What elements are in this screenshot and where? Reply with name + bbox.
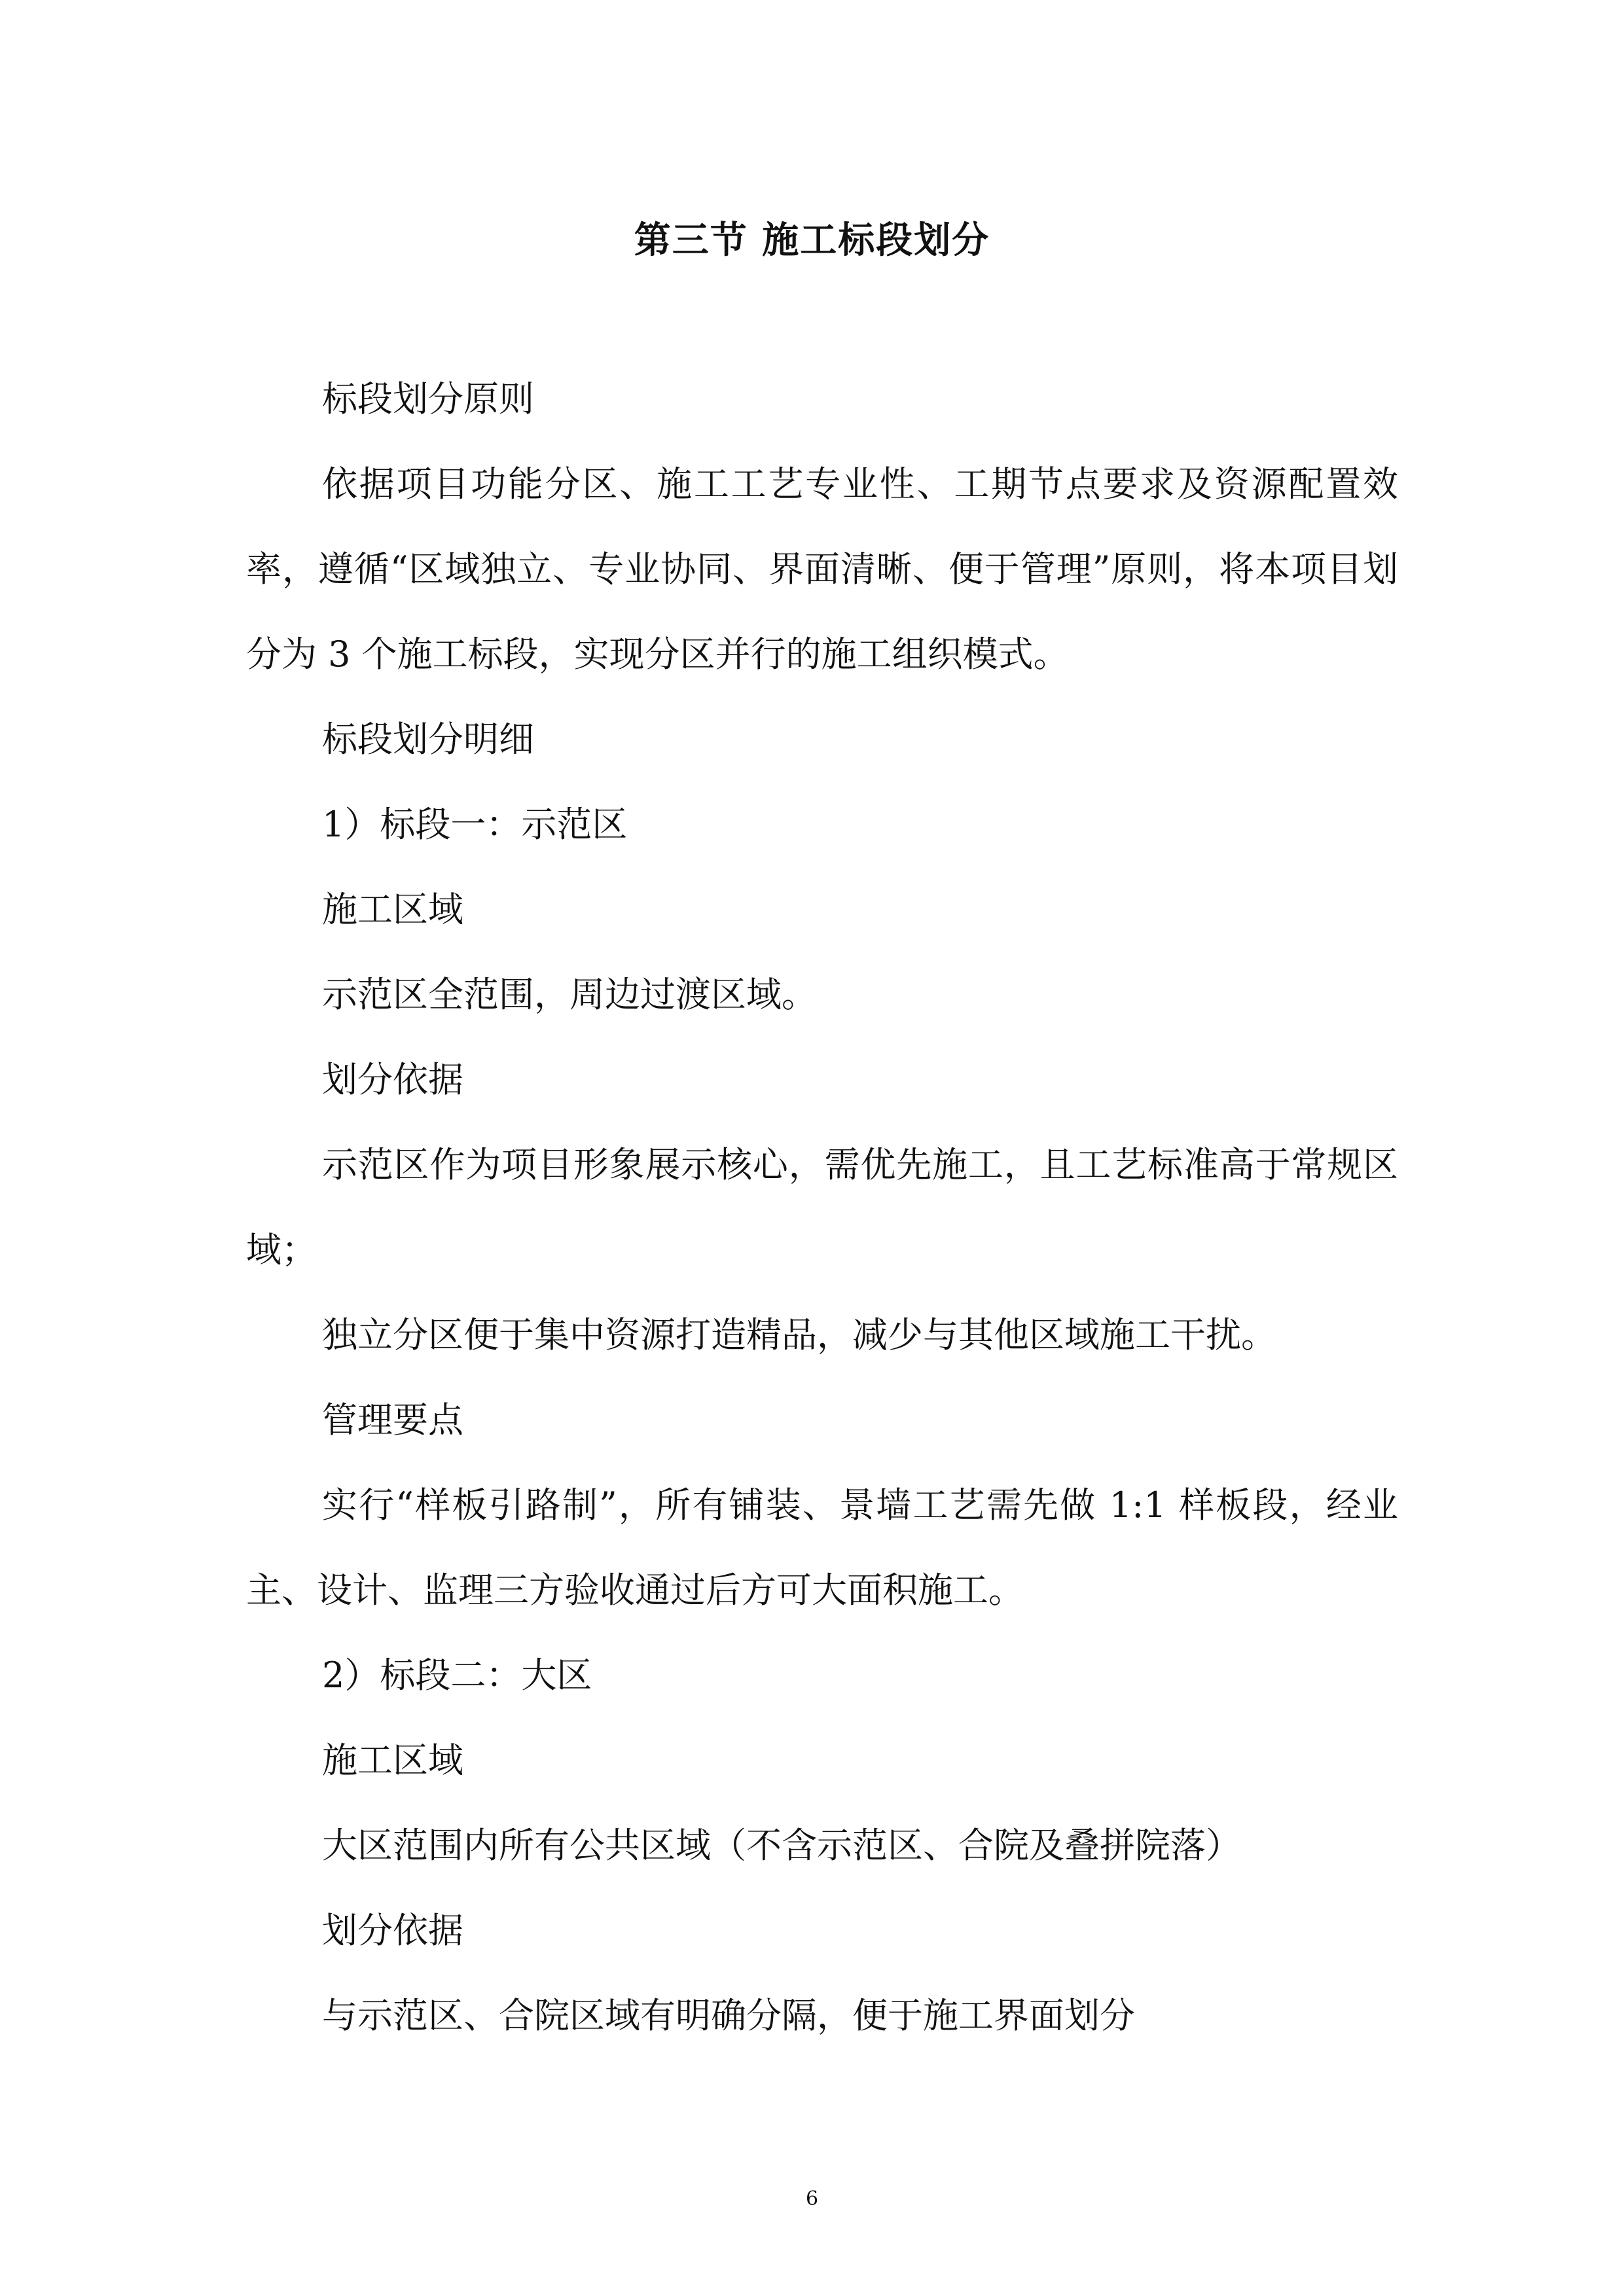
paragraph-label-management: 管理要点 <box>322 1399 463 1441</box>
paragraph: 依据项目功能分区、施工工艺专业性、工期节点要求及资源配置效率，遵循“区域独立、专业协同、界面清晰、便于管理”原则，将本项目划分为 3 个施工标段，实现分区并行的施工组织模式。 <box>246 463 1398 675</box>
paragraph: 与示范区、合院区域有明确分隔，便于施工界面划分 <box>322 1995 1135 2036</box>
paragraph: 独立分区便于集中资源打造精品，减少与其他区域施工干扰。 <box>322 1314 1276 1355</box>
paragraph-label-area: 施工区域 <box>322 1740 463 1781</box>
paragraph-label-basis: 划分依据 <box>322 1059 463 1100</box>
subheading-section-2: 2）标段二：大区 <box>322 1655 592 1696</box>
paragraph: 大区范围内所有公共区域（不含示范区、合院及叠拼院落） <box>322 1825 1241 1866</box>
paragraph-label-basis: 划分依据 <box>322 1910 463 1951</box>
paragraph-heading-details: 标段划分明细 <box>322 719 534 760</box>
subheading-section-1: 1）标段一：示范区 <box>322 804 628 845</box>
page-number: 6 <box>805 2187 819 2210</box>
section-title: 第三节 施工标段划分 <box>634 219 990 262</box>
body-text <box>246 357 1398 2058</box>
paragraph: 示范区全范围，周边过渡区域。 <box>322 974 817 1015</box>
paragraph-label-area: 施工区域 <box>322 889 463 930</box>
paragraph-heading-principle: 标段划分原则 <box>322 378 534 420</box>
paragraph: 示范区作为项目形象展示核心，需优先施工，且工艺标准高于常规区域； <box>246 1144 1398 1270</box>
paragraph: 实行“样板引路制”，所有铺装、景墙工艺需先做 1:1 样板段，经业主、设计、监理三方验收通过后方可大面积施工。 <box>246 1484 1398 1611</box>
